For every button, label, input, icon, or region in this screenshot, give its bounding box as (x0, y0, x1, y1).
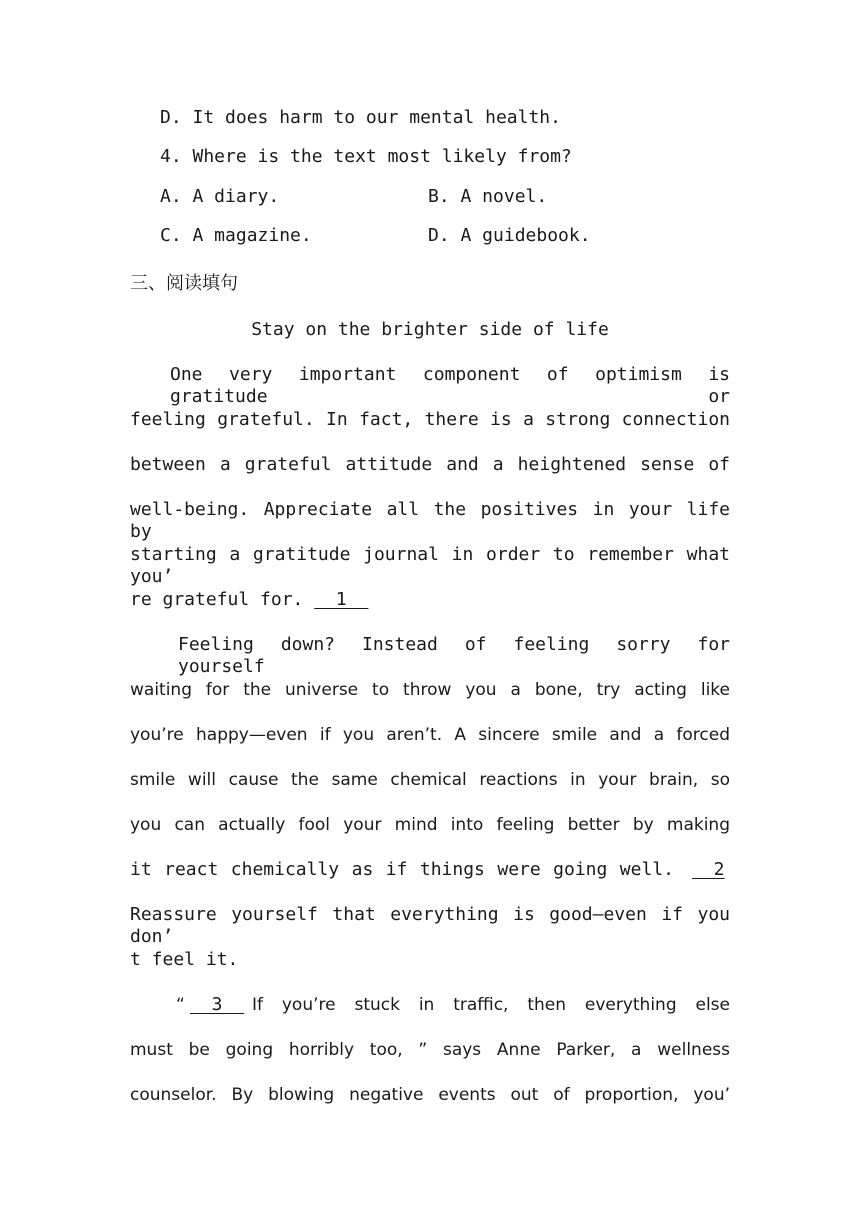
p2-line: you can actually fool your mind into feeling better by making (130, 815, 730, 835)
p1-last-line (130, 589, 368, 611)
p2-line: smile will cause the same chemical reactions in your brain, so (130, 770, 730, 790)
blank-3-text: 3 (190, 994, 245, 1015)
blank-2-text: 2 (692, 859, 725, 880)
p1-line: starting a gratitude journal in order to remember what you’ (130, 544, 730, 587)
p2-last-line: t feel it. (130, 949, 239, 970)
p3-open-quote: “ (176, 995, 185, 1015)
p1-last-text: re grateful for. (130, 589, 304, 610)
p3-line: counselor. By blowing negative events out of proportion, you’ (130, 1085, 730, 1105)
q4-option-a: A. A diary. (160, 186, 280, 207)
p3-line: If you’re stuck in traffic, then everything else (252, 995, 730, 1015)
blank-3 (190, 994, 244, 1016)
q4-option-b: B. A novel. (428, 186, 548, 207)
p2-line: Feeling down? Instead of feeling sorry for yourself (178, 634, 730, 677)
p2-line: you’re happy—even if you aren’t. A sincere smile and a forced (130, 725, 730, 745)
blank-2 (692, 859, 725, 881)
p3-line: must be going horribly too, ” says Anne Parker, a wellness (130, 1040, 730, 1060)
q4-option-d: D. A guidebook. (428, 225, 591, 246)
section-heading: 三、阅读填句 (130, 273, 238, 294)
blank-1: 1 (314, 589, 369, 610)
passage-title: Stay on the brighter side of life (251, 319, 609, 340)
p1-line: between a grateful attitude and a heightened sense of (130, 454, 730, 475)
q4-stem: 4. Where is the text most likely from? (160, 146, 572, 167)
p1-line: One very important component of optimism is gratitude or (170, 364, 730, 407)
p2-line: waiting for the universe to throw you a bone, try acting like (130, 680, 730, 700)
p2-line: Reassure yourself that everything is good—even if you don’ (130, 904, 730, 947)
q3-option-d: D. It does harm to our mental health. (160, 107, 561, 128)
p1-line: well-being. Appreciate all the positives in your life by (130, 499, 730, 542)
q4-option-c: C. A magazine. (160, 225, 312, 246)
p1-line: feeling grateful. In fact, there is a strong connection (130, 409, 730, 430)
p2-line: it react chemically as if things were going well. (130, 859, 674, 880)
